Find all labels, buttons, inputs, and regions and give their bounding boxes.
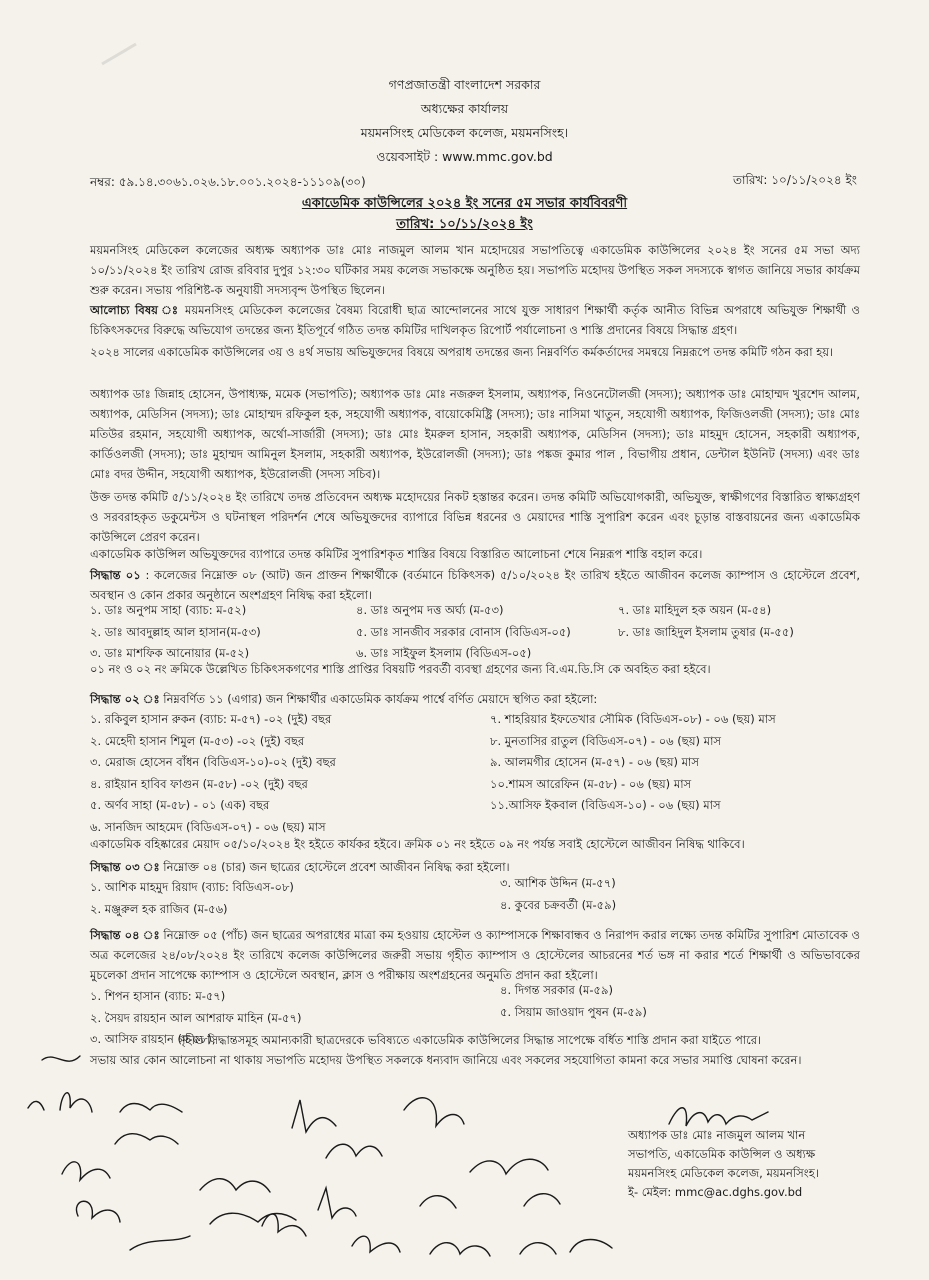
decision-4-text: নিম্নোক্ত ০৫ (পাঁচ) জন ছাত্রের অপরাধের মাত্রা কম হওয়ায় হোস্টেল ও ক্যাম্পাসকে শিক্ষাবান্ধব ও নিরাপদ করার লক্ষ্যে তদন্ত কমিটির সুপারিশ মোতাবেক ও অত্র কলেজের ২৪/০৮/২০২৪ ইং তারিখে কলেজ কাউন্সিলের জরুরী সভায় গৃহীত ক্যাম্পাস ও হোস্টেলের আচরনের শর্ত ভঙ্গ না করার শর্তে শিক্ষার্থী ও অভিভাবকের মুচলেকা প্রদান সাপেক্ষে ক্যাম্পাস ও হোস্টেলে অবস্থান, ক্লাস ও পরীক্ষায় অংশগ্রহনের অনুমতি প্রদান করা হইলো। <box>90 928 860 982</box>
committee-intro: ২০২৪ সালের একাডেমিক কাউন্সিলের ৩য় ও ৪র্থ সভায় অভিযুক্তদের বিষয়ে অপরাধ তদন্তের জন্য নিম্নবর্ণিত কর্মকর্তাদের সমন্বয়ে নিম্নরূপে তদন্ত কমিটি গঠন করা হয়। <box>90 345 834 359</box>
decision-1-label: সিদ্ধান্ত ০১ <box>90 568 141 582</box>
signatory-name: অধ্যাপক ডাঃ মোঃ নাজমুল আলম খান <box>628 1128 806 1142</box>
list-item: ১. আশিক মাহমুদ রিয়াদ (ব্যাচ: বিডিএস-০৮) <box>90 880 294 894</box>
list-item: ৯. আলমগীর হোসেন (ম-৫৭) - ০৬ (ছয়) মাস <box>490 755 699 769</box>
decision-4-col-2 <box>500 980 647 1023</box>
list-item: ৭. ডাঃ মাহিদুল হক অয়ন (ম-৫৪) <box>618 603 772 617</box>
list-item: ১১.আসিফ ইকবাল (বিডিএস-১০) - ০৬ (ছয়) মাস <box>490 798 721 812</box>
list-item: ৩. আশিক উদ্দিন (ম-৫৭) <box>500 876 616 890</box>
office-name: অধ্যক্ষের কার্যালয় <box>420 101 509 116</box>
decision-1-note: ০১ নং ও ০২ নং ক্রমিকে উল্লেখিত চিকিৎসকগণের শাস্তি প্রাপ্তির বিষয়টি পরবর্তী ব্যবস্থা গ্রহণের জন্য বি.এম.ডি.সি কে অবহিত করা হইবে। <box>90 662 711 676</box>
decision-3-paragraph <box>90 859 510 878</box>
list-item: ৭. শাহরিয়ার ইফতেখার সৌমিক (বিডিএস-০৮) - ০৬ (ছয়) মাস <box>490 712 776 726</box>
list-item: ৪. রাইয়ান হাবিব ফাগুন (ম-৫৮) -০২ (দুই) বছর <box>90 776 308 791</box>
list-item: ৫. ডাঃ সানজীব সরকার বোনাস (বিডিএস-০৫) <box>356 624 571 639</box>
agenda-label: আলোচ্য বিষয় ঃ <box>90 303 180 317</box>
document-title: একাডেমিক কাউন্সিলের ২০২৪ ইং সনের ৫ম সভার কার্যবিবরণী <box>301 196 628 211</box>
list-item: ৩. আসিফ রায়হান (ম-৫৮), <box>90 1032 216 1046</box>
memo-number: নম্বর: ৫৯.১৪.৩০৬১.০২৬.১৮.০০১.২০২৪-১১১০৯(৩০) <box>90 175 366 189</box>
list-item: ২. ডাঃ আবদুল্লাহ আল হাসান(ম-৫৩) <box>90 624 261 639</box>
signature-block <box>628 1126 819 1202</box>
intro-paragraph: ময়মনসিংহ মেডিকেল কলেজের অধ্যক্ষ অধ্যাপক ডাঃ মোঃ নাজমুল আলম খান মহোদয়ের সভাপতিত্বে একাডেমিক কাউন্সিলের ২০২৪ ইং সনের ৫ম সভা অদ্য ১০/১১/২০২৪ ইং তারিখ রোজ রবিবার দুপুর ১২:৩০ ঘটিকার সময় কলেজ সভাকক্ষে অনুষ্ঠিত হয়। সভাপতি মহোদয় উপস্থিত সকল সদস্যকে স্বাগত জানিয়ে সভার কার্যক্রম শুরু করেন। সভায় পরিশিষ্ট-ক অনুযায়ী সদস্যবৃন্দ উপস্থিত ছিলেন। <box>90 243 860 297</box>
list-item: ৩. ডাঃ মাশফিক আনোয়ার (ম-৫২) <box>90 646 250 660</box>
decision-2-paragraph <box>90 691 597 710</box>
list-item: ৪. দিগন্ত সরকার (ম-৫৯) <box>500 983 613 997</box>
decision-4-label: সিদ্ধান্ত ০৪ ঃ <box>90 928 160 942</box>
agenda-text: ময়মনসিংহ মেডিকেল কলেজের বৈষম্য বিরোধী ছাত্র আন্দোলনের সাথে যুক্ত সাধারণ শিক্ষার্থী কর্তৃক আনীত বিভিন্ন অপরাধে অভিযুক্ত শিক্ষার্থী ও চিকিৎসকদের বিরুদ্ধে অভিযোগ তদন্তের জন্য ইতিপূর্বে গঠিত তদন্ত কমিটির দাখিলকৃত রিপোর্ট পর্যালোচনা ও শাস্তি প্রদানের বিষয়ে সিদ্ধান্ত গ্রহণ। <box>90 303 860 337</box>
decision-2-label: সিদ্ধান্ত ০২ ঃ <box>90 692 160 706</box>
committee-report: উক্ত তদন্ত কমিটি ৫/১১/২০২৪ ইং তারিখে তদন্ত প্রতিবেদন অধ্যক্ষ মহোদয়ের নিকট হস্তান্তর করেন। তদন্ত কমিটি অভিযোগকারী, অভিযুক্ত, স্বাক্ষীগণের বিস্তারিত স্বাক্ষ্যগ্রহণ ও সরবরাহকৃত ডকুমেন্টস ও ঘটনাস্থল পরিদর্শন শেষে অভিযুক্তদের ব্যাপারে বিভিন্ন ধরনের ও মেয়াদের শাস্তি সুপারিশ করেন এবং চূড়ান্ত বাস্তবায়নের জন্য একাডেমিক কাউন্সিলে প্রেরণ করেন। <box>90 490 860 544</box>
list-item: ৮. ডাঃ জাহিদুল ইসলাম তুষার (ম-৫৫) <box>618 624 794 639</box>
pen-mark-icon <box>100 40 140 68</box>
decision-1-col-2 <box>356 600 571 665</box>
decision-2-note: একাডেমিক বহিষ্কারের মেয়াদ ০৫/১০/২০২৪ ইং হইতে কার্যকর হইবে। ক্রমিক ০১ নং হইতে ০৯ নং পর্যন্ত সবাই হোস্টেলে আজীবন নিষিদ্ধ থাকিবে। <box>90 837 745 851</box>
decision-1-paragraph <box>90 565 860 605</box>
document-title-date: তারিখ: ১০/১১/২০২৪ ইং <box>396 217 533 232</box>
list-item: ১০.শামস আরেফিন (ম-৫৮) - ০৬ (ছয়) মাস <box>490 776 692 791</box>
list-item: ১. রকিবুল হাসান রুকন (ব্যাচ: ম-৫৭) -০২ (দুই) বছর <box>90 712 332 726</box>
closing-text: সভায় আর কোন আলোচনা না থাকায় সভাপতি মহোদয় উপস্থিত সকলকে ধন্যবাদ জানিয়ে এবং সকলের সহযোগিতা কামনা করে সভার সমাপ্তি ঘোষনা করেন। <box>90 1053 802 1067</box>
decision-3-label: সিদ্ধান্ত ০৩ ঃ <box>90 860 160 874</box>
signatory-designation: সভাপতি, একাডেমিক কাউন্সিল ও অধ্যক্ষ <box>628 1147 816 1161</box>
council-discussion: একাডেমিক কাউন্সিল অভিযুক্তদের ব্যাপারে তদন্ত কমিটির সুপারিশকৃত শাস্তির বিষয়ে বিস্তারিত আলোচনা শেষে নিম্নরূপ শাস্তি বহাল করে। <box>90 547 703 561</box>
list-item: ৪. ডাঃ অনুপম দত্ত অর্ঘ্য (ম-৫৩) <box>356 603 504 617</box>
list-item: ৪. কুবের চক্রবর্তী (ম-৫৯) <box>500 897 617 912</box>
list-item: ১. ডাঃ অনুপম সাহা (ব্যাচ: ম-৫২) <box>90 603 247 617</box>
warning-text: গৃহীত সিদ্ধান্তসমূহ অমান্যকারী ছাত্রদেরকে ভবিষ্যতে একাডেমিক কাউন্সিলের সিদ্ধান্ত সাপেক্ষে বর্ধিত শাস্তি প্রদান করা যাইতে পারে। <box>178 1033 762 1047</box>
decision-2-col-1 <box>90 709 336 838</box>
list-item: ৬. ডাঃ সাইফুল ইসলাম (বিডিএস-০৫) <box>356 646 532 660</box>
committee-members: অধ্যাপক ডাঃ জিন্নাহ হোসেন, উপাধ্যক্ষ, মমেক (সভাপতি); অধ্যাপক ডাঃ মোঃ নজরুল ইসলাম, অধ্যাপক, নিওনেটোলজী (সদস্য); অধ্যাপক ডাঃ মোহাম্মদ খুরশেদ আলম, অধ্যাপক, মেডিসিন (সদস্য); ডাঃ মোহাম্মদ রফিকুল হক, সহযোগী অধ্যাপক, বায়োকেমিষ্ট্রি (সদস্য); ডাঃ নাসিমা খাতুন, সহযোগী অধ্যাপক, ফিজিওলজী (সদস্য); ডাঃ মোঃ মতিউর রহমান, সহযোগী অধ্যাপক, অর্থো-সার্জারী (সদস্য); ডাঃ মোঃ ইমরুল হাসান, সহকারী অধ্যাপক, মেডিসিন (সদস্য); ডাঃ মাহমুদ হোসেন, সহকারী অধ্যাপক, কার্ডিওলজী (সদস্য); ডাঃ মুহাম্মদ আমিনুল ইসলাম, সহকারী অধ্যাপক, ইউরোলজী (সদস্য); ডাঃ পঙ্কজ কুমার পাল , বিভাগীয় প্রধান, ডেন্টাল ইউনিট (সদস্য) এবং ডাঃ মোঃ বদর উদ্দীন, সহযোগী অধ্যাপক, ইউরোলজী (সদস্য সচিব)। <box>90 387 860 481</box>
list-item: ২. মেহেদী হাসান শিমুল (ম-৫৩) -০২ (দুই) বছর <box>90 733 305 748</box>
gov-name: গণপ্রজাতন্ত্রী বাংলাদেশ সরকার <box>388 77 541 92</box>
list-item: ১. শিপন হাসান (ব্যাচ: ম-৫৭) <box>90 989 226 1003</box>
list-item: ৮. মুনতাসির রাতুল (বিডিএস-০৭) - ০৬ (ছয়) মাস <box>490 733 721 748</box>
website: ওয়েবসাইট : www.mmc.gov.bd <box>376 149 553 164</box>
list-item: ৫. সিয়াম জাওয়াদ পুষন (ম-৫৯) <box>500 1004 647 1019</box>
signatory-institution: ময়মনসিংহ মেডিকেল কলেজ, ময়মনসিংহ। <box>628 1166 819 1180</box>
signatory-email: ই- মেইল: mmc@ac.dghs.gov.bd <box>628 1185 803 1199</box>
decision-3-text: নিম্নোক্ত ০৪ (চার) জন ছাত্রের হোস্টেলে প্রবেশ আজীবন নিষিদ্ধ করা হইলো। <box>159 860 510 874</box>
decision-3-col-2 <box>500 873 616 916</box>
decision-1-col-3 <box>618 600 794 643</box>
list-item: ৫. অর্ণব সাহা (ম-৫৮) - ০১ (এক) বছর <box>90 798 270 812</box>
decision-2-col-2 <box>490 709 776 817</box>
decision-2-text: নিম্নবর্ণিত ১১ (এগার) জন শিক্ষার্থীর একাডেমিক কার্যক্রম পার্শ্বে বর্ণিত মেয়াদে স্থগিত করা হইলো: <box>159 692 598 706</box>
decision-1-text: : কলেজের নিম্নোক্ত ০৮ (আট) জন প্রাক্তন শিক্ষার্থীকে (বর্তমানে চিকিৎসক) ৫/১০/২০২৪ ইং তারিখ হইতে আজীবন কলেজ ক্যাম্পাস ও হোস্টেলে প্রবেশ, অবস্থান ও কোন প্রকার অনুষ্ঠানে অংশগ্রহণ নিষিদ্ধ করা হইলো। <box>90 568 860 602</box>
member-signatures-icon <box>0 1040 640 1280</box>
college-name: ময়মনসিংহ মেডিকেল কলেজ, ময়মনসিংহ। <box>360 125 569 140</box>
decision-1-col-1 <box>90 600 261 665</box>
list-item: ২. মঞ্জুরুল হক রাজিব (ম-৫৬) <box>90 901 228 916</box>
memo-date: তারিখ: ১০/১১/২০২৪ ইং <box>733 173 857 187</box>
list-item: ৩. মেরাজ হোসেন বাঁধন (বিডিএস-১০)-০২ (দুই) বছর <box>90 755 336 769</box>
agenda-paragraph <box>90 300 860 340</box>
list-item: ২. সৈয়দ রায়হান আল আশরাফ মাহিন (ম-৫৭) <box>90 1010 302 1025</box>
list-item: ৬. সানজিদ আহমেদ (বিডিএস-০৭) - ০৬ (ছয়) মাস <box>90 819 326 834</box>
decision-4-paragraph <box>90 925 860 985</box>
decision-3-col-1 <box>90 877 294 920</box>
